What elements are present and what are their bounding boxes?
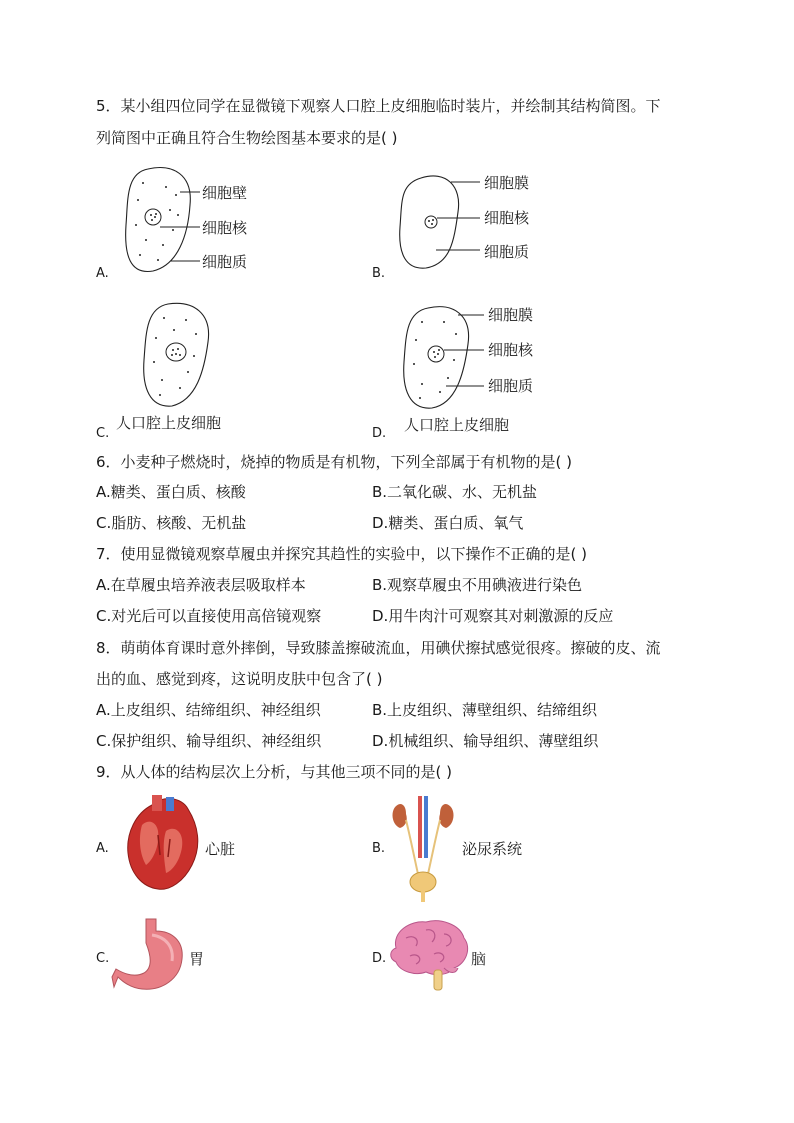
- option-letter: D.: [372, 951, 387, 966]
- cell-diagram-b: [396, 172, 466, 272]
- q8-stem-line1: 8．萌萌体育课时意外摔倒，导致膝盖擦破流血，用碘伏擦拭感觉很疼。擦破的皮、流: [96, 639, 661, 657]
- q7-option-b[interactable]: B.观察草履虫不用碘液进行染色: [372, 576, 583, 594]
- q9-label-heart: 心脏: [205, 840, 236, 858]
- q9-label-brain: 脑: [471, 950, 487, 968]
- q6-stem: 6．小麦种子燃烧时，烧掉的物质是有机物，下列全部属于有机物的是( ): [96, 453, 573, 471]
- label-cell-membrane: 细胞膜: [484, 174, 530, 192]
- label-cytoplasm: 细胞质: [488, 377, 534, 395]
- q8-option-a[interactable]: A.上皮组织、结缔组织、神经组织: [96, 701, 321, 719]
- urinary-system-icon: [388, 796, 460, 904]
- q6-option-c[interactable]: C.脂肪、核酸、无机盐: [96, 514, 247, 532]
- cell-diagram-d: [398, 304, 478, 414]
- brain-icon: [386, 918, 470, 992]
- q9-label-stomach: 胃: [189, 950, 205, 968]
- cell-diagram-a: [118, 165, 198, 277]
- option-letter: C.: [96, 951, 110, 966]
- q8-stem-line2: 出的血、感觉到疼，这说明皮肤中包含了( ): [96, 670, 383, 688]
- q9-stem: 9．从人体的结构层次上分析，与其他三项不同的是( ): [96, 763, 453, 781]
- caption-cheek-cell: 人口腔上皮细胞: [404, 416, 510, 434]
- option-letter: B.: [372, 841, 386, 856]
- q9-label-urinary-system: 泌尿系统: [462, 840, 523, 858]
- q8-option-c[interactable]: C.保护组织、输导组织、神经组织: [96, 732, 322, 750]
- label-cell-membrane: 细胞膜: [488, 306, 534, 324]
- q8-option-d[interactable]: D.机械组织、输导组织、薄壁组织: [372, 732, 599, 750]
- q7-stem: 7．使用显微镜观察草履虫并探究其趋性的实验中，以下操作不正确的是( ): [96, 545, 588, 563]
- label-cell-wall: 细胞壁: [202, 184, 248, 202]
- option-letter: D.: [372, 426, 387, 441]
- label-cytoplasm: 细胞质: [484, 243, 530, 261]
- option-letter: A.: [96, 841, 109, 856]
- stomach-icon: [112, 917, 188, 995]
- q5-stem-line2: 列简图中正确且符合生物绘图基本要求的是( ): [96, 129, 398, 147]
- q6-option-d[interactable]: D.糖类、蛋白质、氧气: [372, 514, 524, 532]
- cell-diagram-c: [136, 300, 216, 412]
- q7-option-d[interactable]: D.用牛肉汁可观察其对刺激源的反应: [372, 607, 614, 625]
- label-nucleus: 细胞核: [484, 209, 530, 227]
- label-cytoplasm: 细胞质: [202, 253, 248, 271]
- option-letter: C.: [96, 426, 110, 441]
- q7-option-c[interactable]: C.对光后可以直接使用高倍镜观察: [96, 607, 322, 625]
- heart-icon: [122, 795, 206, 893]
- label-nucleus: 细胞核: [488, 341, 534, 359]
- q6-option-b[interactable]: B.二氧化碳、水、无机盐: [372, 483, 538, 501]
- q5-stem-line1: 5．某小组四位同学在显微镜下观察人口腔上皮细胞临时装片，并绘制其结构简图。下: [96, 97, 661, 115]
- q7-option-a[interactable]: A.在草履虫培养液表层吸取样本: [96, 576, 306, 594]
- label-nucleus: 细胞核: [202, 219, 248, 237]
- caption-cheek-cell: 人口腔上皮细胞: [116, 414, 222, 432]
- option-letter: A.: [96, 266, 109, 281]
- option-letter: B.: [372, 266, 386, 281]
- q8-option-b[interactable]: B.上皮组织、薄壁组织、结缔组织: [372, 701, 598, 719]
- q6-option-a[interactable]: A.糖类、蛋白质、核酸: [96, 483, 246, 501]
